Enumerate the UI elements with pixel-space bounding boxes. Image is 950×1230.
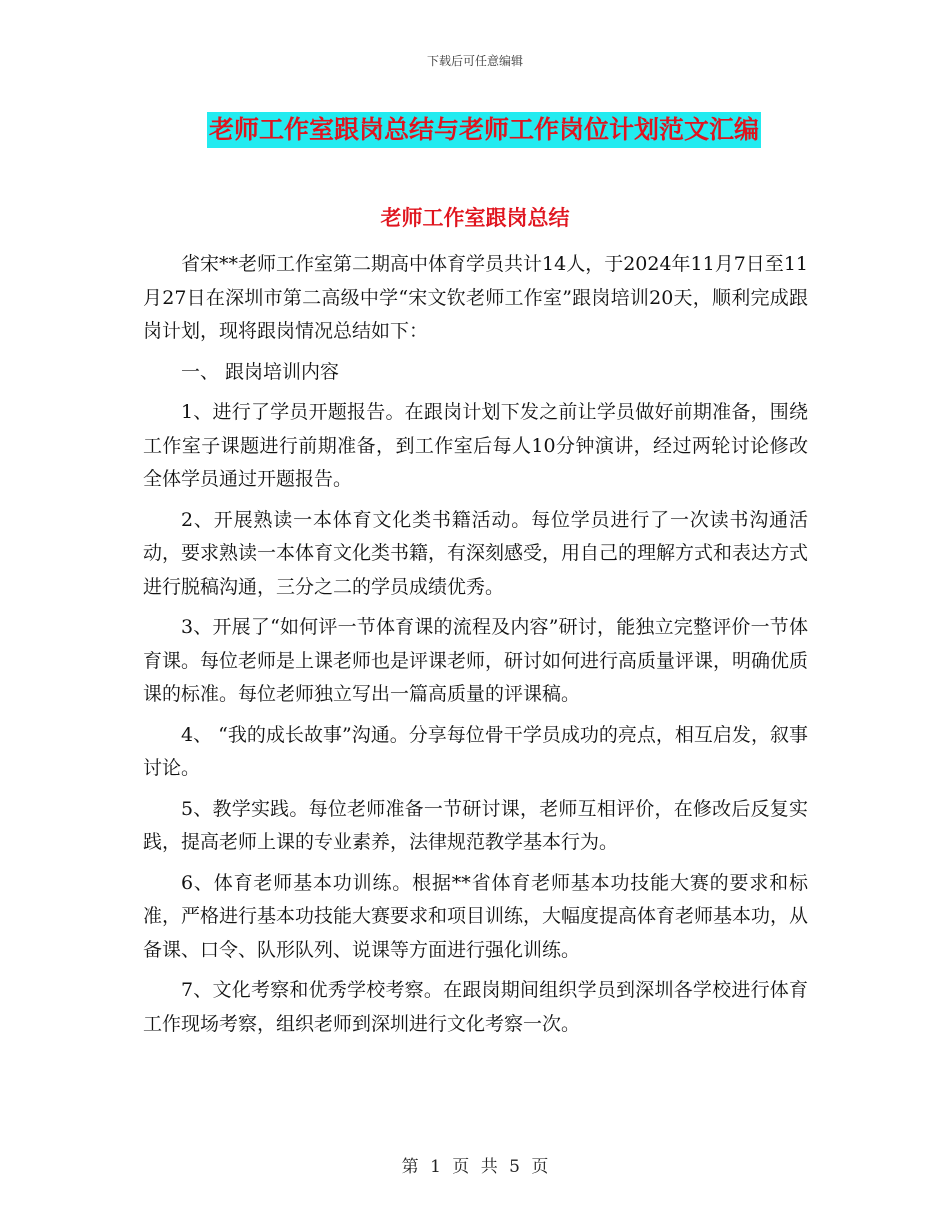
section-title: 老师工作室跟岗总结 — [380, 206, 570, 230]
document-body — [143, 248, 808, 1041]
page-footer: 第 1 页 共 5 页 — [401, 1157, 549, 1177]
header-note: 下载后可任意编辑 — [426, 54, 523, 68]
paragraph-item-4: 4、 “我的成长故事”沟通。分享每位骨干学员成功的亮点，相互启发，叙事讨论。 — [143, 723, 808, 779]
heading-training-content: 一、 跟岗培训内容 — [181, 360, 340, 383]
paragraph-item-1: 1、进行了学员开题报告。在跟岗计划下发之前让学员做好前期准备，围绕工作室子课题进行前期准备，到工作室后每人10分钟演讲，经过两轮讨论修改全体学员通过开题报告。 — [143, 401, 808, 490]
paragraph-item-6: 6、体育老师基本功训练。根据**省体育老师基本功技能大赛的要求和标准，严格进行基本功技能大赛要求和项目训练，大幅度提高体育老师基本功，从备课、口令、队形队列、说课等方面进行强化训练。 — [143, 871, 809, 961]
paragraph-item-7: 7、文化考察和优秀学校考察。在跟岗期间组织学员到深圳各学校进行体育工作现场考察，组织老师到深圳进行文化考察一次。 — [143, 979, 808, 1035]
document-title: 老师工作室跟岗总结与老师工作岗位计划范文汇编 — [207, 112, 761, 148]
paragraph-item-2: 2、开展熟读一本体育文化类书籍活动。每位学员进行了一次读书沟通活动，要求熟读一本体育文化类书籍，有深刻感受，用自己的理解方式和表达方式进行脱稿沟通，三分之二的学员成绩优秀。 — [143, 508, 809, 598]
paragraph-item-5: 5、教学实践。每位老师准备一节研讨课，老师互相评价，在修改后反复实践，提高老师上课的专业素养，法律规范教学基本行为。 — [143, 797, 808, 853]
paragraph-intro: 省宋**老师工作室第二期高中体育学员共计14人，于2024年11月7日至11月27日在深圳市第二高级中学“宋文钦老师工作室”跟岗培训20天，顺利完成跟岗计划，现将跟岗情况总结如下： — [143, 253, 808, 342]
paragraph-item-3: 3、开展了“如何评一节体育课的流程及内容”研讨，能独立完整评价一节体育课。每位老师是上课老师也是评课老师，研讨如何进行高质量评课，明确优质课的标准。每位老师独立写出一篇高质量的评课稿。 — [143, 616, 809, 705]
